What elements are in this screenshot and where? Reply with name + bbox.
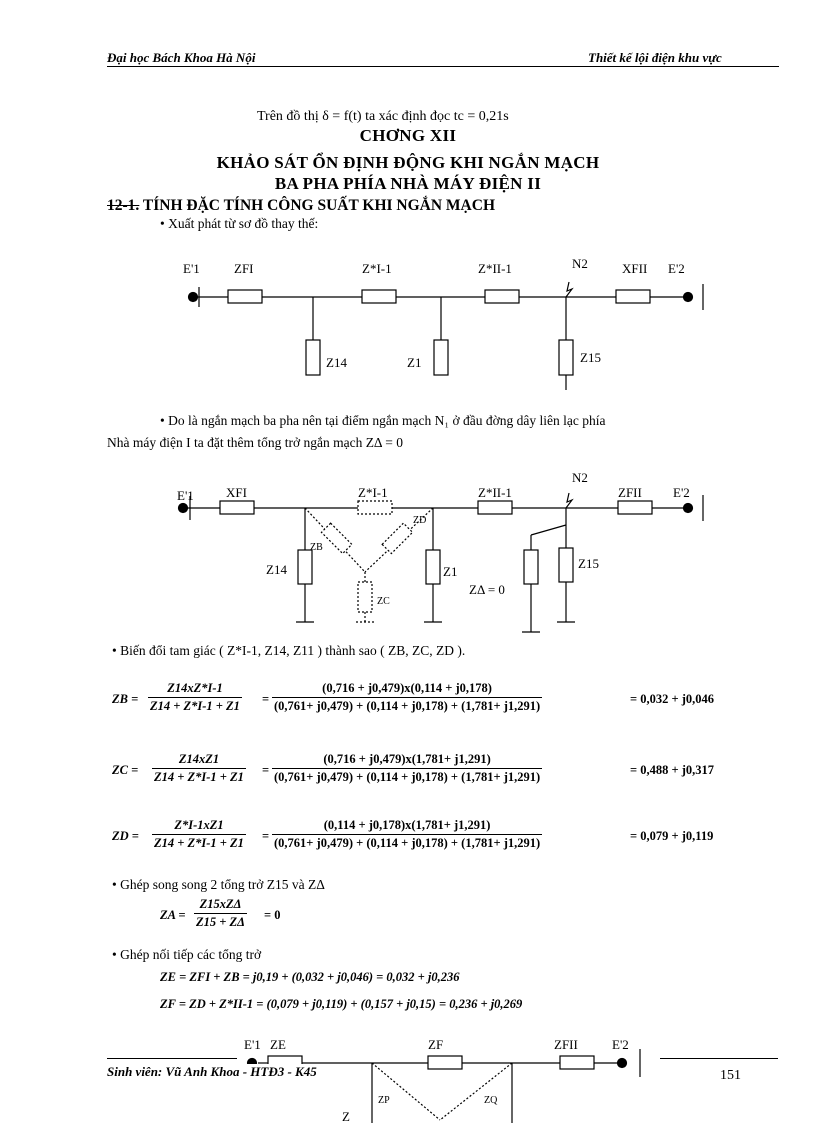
node-e2-d2: [684, 504, 693, 513]
d3-label-e1: E'1: [244, 1037, 261, 1052]
eq-zb-frac2: [272, 681, 542, 714]
eq-za-lhs: ZA =: [160, 908, 186, 922]
d2-label-zfii: ZFII: [618, 485, 642, 500]
eq-zb-frac1: [148, 681, 242, 714]
bullet-1: • Xuất phát từ sơ đồ thay thế:: [160, 216, 319, 231]
resistor-z1-d1: [434, 340, 448, 375]
page-number: 151: [720, 1068, 741, 1083]
resistor-zc: [358, 582, 372, 612]
d1-label-z14: Z14: [326, 355, 347, 370]
section-number: 12-1.: [107, 197, 140, 214]
eq-zc-f2-den: (0,761+ j0,479) + (0,114 + j0,178) + (1,781+ j1,291): [274, 770, 541, 784]
d2-label-zdelta: ZΔ = 0: [469, 582, 505, 597]
diagram-3-labels: [244, 1037, 629, 1123]
eq-zc-result: = 0,488 + j0,317: [630, 763, 715, 777]
eq-za-num: Z15xZΔ: [199, 897, 242, 911]
d1-label-z1: Z1: [407, 355, 422, 370]
d1-label-e1: E'1: [183, 261, 200, 276]
d2-label-n2: N2: [572, 470, 588, 485]
bullet-4: • Ghép song song 2 tổng trở Z15 và ZΔ: [112, 877, 325, 892]
d3-label-e2: E'2: [612, 1037, 629, 1052]
resistor-z14-d1: [306, 340, 320, 375]
eq-zc-f1-num: Z14xZ1: [178, 752, 220, 766]
chapter-heading: CHƠNG XII: [359, 126, 457, 145]
eq-zb-eq: =: [262, 692, 270, 706]
d2-label-e2: E'2: [673, 485, 690, 500]
d2-label-e1: E'1: [177, 488, 194, 503]
d2-label-zi1: Z*I-1: [358, 485, 388, 500]
d3-label-zfii: ZFII: [554, 1037, 578, 1052]
resistor-zi1: [362, 290, 396, 303]
eq-ze: ZE = ZFI + ZB = j0,19 + (0,032 + j0,046) = 0,032 + j0,236: [160, 970, 460, 984]
eq-za-result: = 0: [264, 908, 281, 922]
resistor-z1-d2: [426, 550, 440, 584]
resistor-zfii-d3: [560, 1056, 594, 1069]
resistor-zfii-d2: [618, 501, 652, 514]
footer-student: Sinh viên: Vũ Anh Khoa - HTĐ3 - K45: [107, 1064, 321, 1080]
eq-zd-f2-den: (0,761+ j0,479) + (0,114 + j0,178) + (1,781+ j1,291): [274, 836, 541, 850]
d1-label-zfi: ZFI: [234, 261, 254, 276]
d2-label-z1: Z1: [443, 564, 458, 579]
title-line-1: KHẢO SÁT ỔN ĐỊNH ĐỘNG KHI NGẮN MẠCH: [216, 153, 600, 172]
d3-label-zf: ZF: [428, 1037, 444, 1052]
resistor-zfi: [228, 290, 262, 303]
eq-zc-frac2: [272, 752, 542, 785]
d1-label-e2: E'2: [668, 261, 685, 276]
d2-label-z15: Z15: [578, 556, 599, 571]
eq-zd-frac2: [272, 818, 542, 851]
resistor-zii1: [485, 290, 519, 303]
d1-label-zi1: Z*I-1: [362, 261, 392, 276]
eq-zd-f1-num: Z*I-1xZ1: [174, 818, 224, 832]
d3-label-zp: ZP: [378, 1095, 390, 1106]
d1-label-zii1: Z*II-1: [478, 261, 512, 276]
footer-rule-left: [107, 1058, 237, 1059]
header-left: Đại học Bách Khoa Hà Nội: [107, 50, 256, 65]
intro-line: Trên đồ thị δ = f(t) ta xác định đọc tc = 0,21s: [257, 109, 509, 124]
bullet-2-text-1: Do là ngắn mạch ba pha nên tại điểm ngắn mạch N₁ ở đầu đờng dây liên lạc phía: [168, 413, 606, 428]
node-e2: [684, 293, 693, 302]
bullet-3-text: Biến đổi tam giác ( Z*I-1, Z14, Z11 ) thành sao ( ZB, ZC, ZD ).: [120, 643, 466, 658]
title-line-2: BA PHA PHÍA NHÀ MÁY ĐIỆN II: [274, 174, 542, 193]
node-e1-d2: [179, 504, 188, 513]
d2-label-z14: Z14: [266, 562, 287, 577]
footer-rule-right: [660, 1058, 778, 1059]
d2-label-zc: ZC: [377, 596, 390, 607]
eq-zc-f1-den: Z14 + Z*I-1 + Z1: [154, 770, 244, 784]
eq-zd-result: = 0,079 + j0,119: [630, 829, 714, 843]
bullet-3: • Biến đổi tam giác ( Z*I-1, Z14, Z11 ) thành sao ( ZB, ZC, ZD ).: [112, 643, 466, 658]
resistor-zdelta: [524, 550, 538, 584]
d2-label-zd: ZD: [413, 515, 427, 526]
eq-zd-lhs: ZD =: [112, 829, 139, 843]
d1-label-n2: N2: [572, 256, 588, 271]
eq-zf: ZF = ZD + Z*II-1 = (0,079 + j0,119) + (0,157 + j0,15) = 0,236 + j0,269: [160, 997, 523, 1011]
eq-zb-f2-den: (0,761+ j0,479) + (0,114 + j0,178) + (1,781+ j1,291): [274, 699, 541, 713]
eq-zb-result: = 0,032 + j0,046: [630, 692, 715, 706]
d2-label-xfi: XFI: [226, 485, 247, 500]
eq-zc-frac1: [152, 752, 246, 785]
d2-label-zii1: Z*II-1: [478, 485, 512, 500]
bullet-4-text: Ghép song song 2 tổng trở Z15 và ZΔ: [120, 877, 325, 892]
d3-label-ze: ZE: [270, 1037, 286, 1052]
bullet-5: • Ghép nối tiếp các tổng trở: [112, 947, 262, 962]
resistor-xfii: [616, 290, 650, 303]
d1-label-z15: Z15: [580, 350, 601, 365]
eq-zc-lhs: ZC =: [112, 763, 139, 777]
bullet-2-line-1: • Do là ngắn mạch ba pha nên tại điểm ngắn mạch N₁ ở đầu đờng dây liên lạc phía: [160, 413, 606, 428]
resistor-z15-d1: [559, 340, 573, 375]
eq-zc-eq: =: [262, 763, 270, 777]
eq-zd-eq: =: [262, 829, 270, 843]
eq-za-den: Z15 + ZΔ: [196, 915, 245, 929]
bullet-5-text: Ghép nối tiếp các tổng trở: [120, 947, 262, 962]
eq-zd-f1-den: Z14 + Z*I-1 + Z1: [154, 836, 244, 850]
resistor-zf: [428, 1056, 462, 1069]
resistor-xfi-d2: [220, 501, 254, 514]
node-e1: [189, 293, 198, 302]
eq-zc-f2-num: (0,716 + j0,479)x(1,781+ j1,291): [323, 752, 491, 766]
eq-zb-f1-den: Z14 + Z*I-1 + Z1: [150, 699, 240, 713]
d1-label-xfii: XFII: [622, 261, 648, 276]
eq-zb-f2-num: (0,716 + j0,479)x(0,114 + j0,178): [322, 681, 492, 695]
resistor-z14-d2: [298, 550, 312, 584]
d3-label-z: Z: [342, 1109, 350, 1123]
eq-zd-f2-num: (0,114 + j0,178)x(1,781+ j1,291): [323, 818, 491, 832]
diagram-1: [189, 282, 704, 390]
diagram-2: [179, 493, 704, 632]
header-right: Thiết kế lội điện khu vực: [588, 50, 722, 65]
eq-zb-f1-num: Z14xZ*I-1: [167, 681, 223, 695]
bullet-1-text: Xuất phát từ sơ đồ thay thế:: [168, 216, 319, 231]
resistor-zii1-d2: [478, 501, 512, 514]
bullet-2-line-2: Nhà máy điện I ta đặt thêm tổng trở ngắn mạch ZΔ = 0: [107, 435, 403, 450]
d2-label-zb: ZB: [310, 542, 323, 553]
eq-za-frac: [194, 897, 247, 930]
diagram-3: [248, 1049, 641, 1123]
eq-zd-frac1: [152, 818, 246, 851]
resistor-z15-d2: [559, 548, 573, 582]
resistor-zi1-d2: [358, 501, 392, 514]
section-title: TÍNH ĐẶC TÍNH CÔNG SUẤT KHI NGẮN MẠCH: [142, 197, 495, 214]
d3-label-zq: ZQ: [484, 1095, 498, 1106]
eq-zb-lhs: ZB =: [112, 692, 139, 706]
